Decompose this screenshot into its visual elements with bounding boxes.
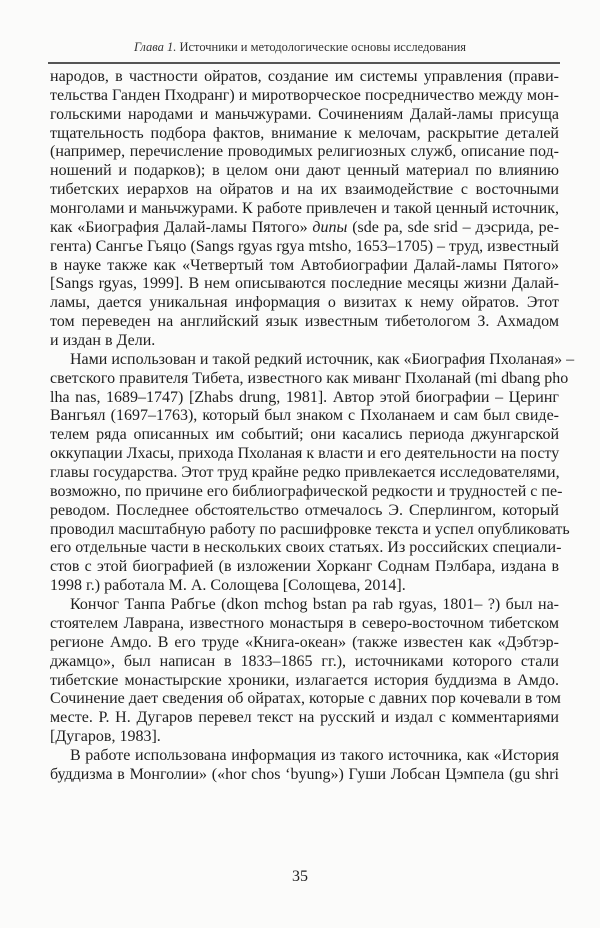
text-segment: как «Биография Далай-ламы Пятого» xyxy=(50,218,308,236)
text-line: [Дугаров, 1983]. xyxy=(50,728,161,746)
text-line: светского правителя Тибета, известного как миванг Пхоланай (mi dbang pho xyxy=(50,369,569,387)
text-line: тщательность подбора фактов, внимание к мелочам, раскрытие деталей xyxy=(50,124,559,142)
text-line: стоятелем Лаврана, известного монастыря в северо-восточном тибетском xyxy=(50,614,559,632)
text-line: 1998 г.) работала М. А. Солощева [Солощева, 2014]. xyxy=(50,577,406,595)
text-line: ношений и подарков); в целом они дают ценный материал по влиянию xyxy=(50,162,559,180)
header-rule xyxy=(48,62,560,64)
text-line: Нами использован и такой редкий источник, как «Биография Пхоланая» – xyxy=(70,350,575,368)
text-line: стов с этой биографией (в изложении Хорканг Соднам Пэлбара, издана в xyxy=(50,558,559,576)
text-line: монголами и маньчжурами. К работе привлечен и такой ценный источник, xyxy=(50,200,559,218)
text-line: ламы, дается уникальная информация о визитах к нему ойратов. Этот xyxy=(50,294,559,312)
text-line: оккупации Лхасы, прихода Пхоланая к власти и его деятельности на посту xyxy=(50,445,560,463)
text-line: регионе Амдо. В его труде «Книга-океан» (также известен как «Дэбтэр- xyxy=(50,633,559,651)
text-line: месте. Р. Н. Дугаров перевел текст на русский и издал с комментариями xyxy=(50,709,559,727)
text-line: Вангьял (1697–1763), который был знаком с Пхоланаем и сам был свиде- xyxy=(50,407,559,425)
text-segment: (sde pa, sde srid – дэсрида, ре- xyxy=(352,218,560,236)
text-line: (например, перечисление проводимых религиозных служб, описание под- xyxy=(50,143,559,161)
text-line: возможно, по причине его библиографической редкости и трудностей с пе- xyxy=(50,482,563,500)
text-line: проводил масштабную работу по расшифровке текста и успел опубликовать xyxy=(50,520,570,538)
text-line: и издан в Дели. xyxy=(50,332,156,350)
text-line xyxy=(50,219,559,238)
page-number: 35 xyxy=(292,868,308,885)
text-line: Сочинение дает сведения об ойратах, которые с давних пор кочевали в том xyxy=(50,690,561,708)
text-line: его отдельные части в нескольких своих статьях. Из российских специали- xyxy=(50,539,562,557)
text-line: тибетских иерархов на ойратов и на их взаимодействие с восточными xyxy=(50,181,559,199)
text-line: главы государства. Этот труд крайне редко привлекается исследователями, xyxy=(50,464,560,482)
text-line: lha nas, 1689–1747) [Zhabs drung, 1981]. Автор этой биографии – Церинг xyxy=(50,388,559,406)
text-line: [Sangs rgyas, 1999]. В нем описываются последние месяцы жизни Далай- xyxy=(50,275,559,293)
text-line: том переведен на английский язык известным тибетологом З. Ахмадом xyxy=(50,313,559,331)
text-line: гента) Сангье Гьяцо (Sangs rgyas rgya mtsho, 1653–1705) – труд, известный xyxy=(50,237,559,255)
chapter-label: Глава 1. xyxy=(133,40,177,54)
text-line: тельства Ганден Пходранг) и миротворческое посредничество между мон- xyxy=(50,86,559,104)
text-line: народов, в частности ойратов, создание им системы управления (прави- xyxy=(50,68,559,85)
chapter-title: Источники и методологические основы исследования xyxy=(179,40,467,54)
text-line: гольскими народами и маньчжурами. Сочинениям Далай-ламы присуща xyxy=(50,105,559,123)
text-line: буддизма в Монголии» («hor chos ‘byung») Гуши Лобсан Цэмпела (gu shri xyxy=(50,765,559,783)
text-line: телем ряда описанных им событий; они касались периода джунгарской xyxy=(50,426,559,444)
text-line: в науке также как «Четвертый том Автобиографии Далай-ламы Пятого» xyxy=(50,256,559,274)
running-header xyxy=(40,40,560,55)
page-body xyxy=(50,68,575,785)
text-line: тибетские монастырские хроники, излагается история буддизма в Амдо. xyxy=(50,671,559,689)
text-line: В работе использована информация из такого источника, как «История xyxy=(70,746,559,764)
italic-term: дипы xyxy=(312,218,348,236)
text-line: Кончог Танпа Рабгье (dkon mchog bstan pa rab rgyas, 1801– ?) был на- xyxy=(70,596,559,614)
text-line: джамцо», был написан в 1833–1865 гг.), источниками которого стали xyxy=(50,652,559,670)
text-line: реводом. Последнее обстоятельство отмечалось Э. Сперлингом, который xyxy=(50,501,559,519)
